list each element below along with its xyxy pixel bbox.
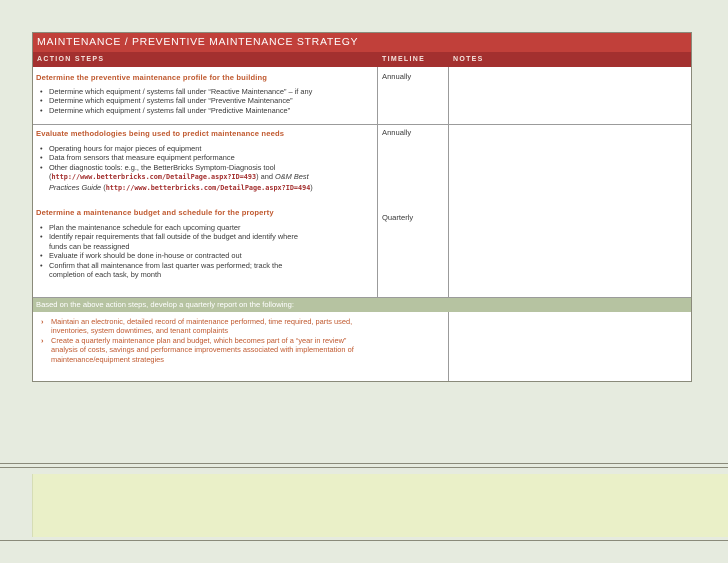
maintenance-strategy-table xyxy=(32,32,692,382)
column-header-timeline: TIMELINE xyxy=(382,56,426,63)
table-title: MAINTENANCE / PREVENTIVE MAINTENANCE STRATEGY xyxy=(33,33,691,52)
list-item: • Determine which equipment / systems fall under “Reactive Maintenance” – if any xyxy=(40,87,313,96)
list-item: • Identify repair requirements that fall outside of the budget and identify where funds can be reassigned xyxy=(40,232,298,251)
list-item: • Plan the maintenance schedule for each upcoming quarter xyxy=(40,223,241,232)
bullet-icon: • xyxy=(40,232,43,242)
bullet-icon: • xyxy=(40,96,43,106)
column-header-row xyxy=(33,52,691,67)
timeline-value: Annually xyxy=(382,128,412,137)
column-header-notes: NOTES xyxy=(453,56,484,63)
bullet-icon: • xyxy=(40,153,43,163)
column-header-action-steps: ACTION STEPS xyxy=(37,56,105,63)
bullet-icon: • xyxy=(40,260,43,270)
column-divider xyxy=(448,67,449,298)
list-item: • Determine which equipment / systems fall under “Predictive Maintenance” xyxy=(40,105,291,115)
footer-rule xyxy=(0,463,728,464)
bullet-icon: • xyxy=(40,251,43,261)
footer-rule xyxy=(0,540,728,541)
timeline-value: Annually xyxy=(382,72,412,81)
bullet-list xyxy=(36,223,298,279)
bullet-icon: • xyxy=(40,87,43,96)
bullet-icon: • xyxy=(40,105,43,115)
list-item: › Create a quarterly maintenance plan and budget, which becomes part of a “year in review” analysis of costs, savings and performance improvements associated with implementation of maintenance/equipment strategies xyxy=(41,335,354,364)
report-heading: Based on the above action steps, develop a quarterly report on the following: xyxy=(33,298,691,312)
bullet-list xyxy=(36,87,312,115)
bullet-list xyxy=(36,144,313,193)
list-item: • Other diagnostic tools: e.g., the BetterBricks Symptom-Diagnosis tool (http://www.betterbricks.com/DetailPage.aspx?ID=493) and O&M Best Practices Guide (http://www.betterbricks.com/DetailPage.aspx?ID=494) xyxy=(40,162,313,192)
column-divider xyxy=(448,312,449,381)
list-item: • Confirm that all maintenance from last quarter was performed; track the completion of each task, by month xyxy=(40,260,283,280)
betterbricks-link-494[interactable]: http://www.betterbricks.com/DetailPage.aspx?ID=494 xyxy=(105,183,311,192)
timeline-value: Quarterly xyxy=(382,213,414,222)
footer-rule xyxy=(0,467,728,468)
chevron-right-icon: › xyxy=(41,335,44,345)
bullet-icon: • xyxy=(40,162,43,172)
section-heading: Determine the preventive maintenance profile for the building xyxy=(36,73,268,82)
report-list xyxy=(36,317,354,364)
list-item: • Data from sensors that measure equipment performance xyxy=(40,153,235,163)
bullet-icon: • xyxy=(40,223,43,232)
column-divider xyxy=(377,67,378,298)
footer-panel xyxy=(32,474,728,537)
row-divider xyxy=(33,124,691,125)
betterbricks-link-493[interactable]: http://www.betterbricks.com/DetailPage.aspx?ID=493 xyxy=(51,173,257,182)
list-item: • Evaluate if work should be done in-house or contracted out xyxy=(40,251,242,261)
list-item: › Maintain an electronic, detailed record of maintenance performed, time required, parts used, inventories, system downtimes, and tenant complaints xyxy=(41,317,353,336)
section-heading: Determine a maintenance budget and schedule for the property xyxy=(36,208,274,217)
bullet-icon: • xyxy=(40,144,43,153)
list-item: • Determine which equipment / systems fall under “Preventive Maintenance” xyxy=(40,96,293,106)
section-heading: Evaluate methodologies being used to predict maintenance needs xyxy=(36,129,285,138)
chevron-right-icon: › xyxy=(41,317,44,326)
list-item: • Operating hours for major pieces of equipment xyxy=(40,144,202,153)
